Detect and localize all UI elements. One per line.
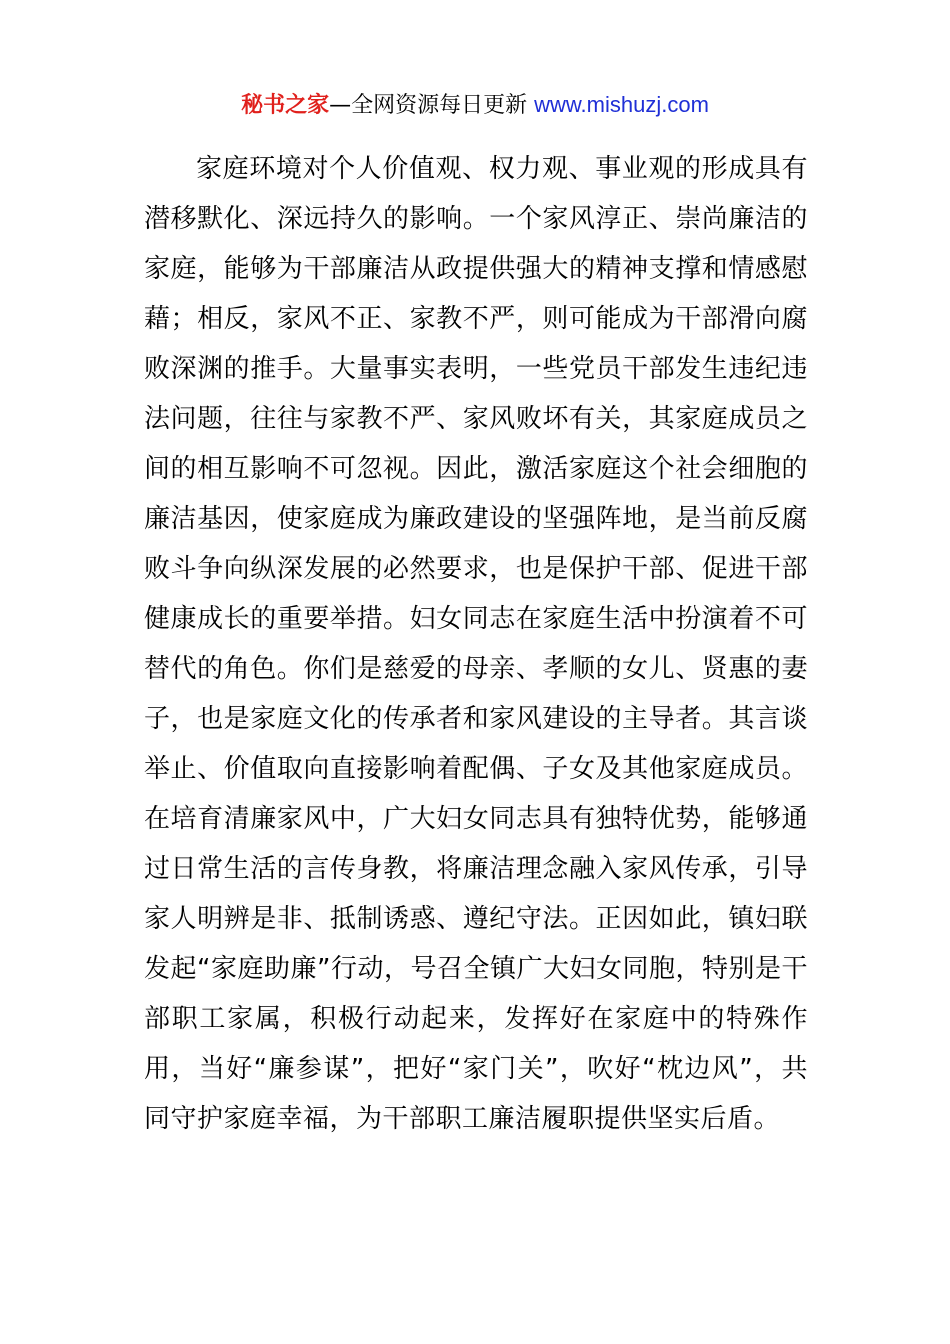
body-paragraph: 家庭环境对个人价值观、权力观、事业观的形成具有潜移默化、深远持久的影响。一个家风淳正、崇尚廉洁的家庭，能够为干部廉洁从政提供强大的精神支撑和情感慰藉；相反，家风不正、家教不严，则可能成为干部滑向腐败深渊的推手。大量事实表明，一些党员干部发生违纪违法问题，往往与家教不严、家风败坏有关，其家庭成员之间的相互影响不可忽视。因此，激活家庭这个社会细胞的廉洁基因，使家庭成为廉政建设的坚强阵地，是当前反腐败斗争向纵深发展的必然要求，也是保护干部、促进干部健康成长的重要举措。妇女同志在家庭生活中扮演着不可替代的角色。你们是慈爱的母亲、孝顺的女儿、贤惠的妻子，也是家庭文化的传承者和家风建设的主导者。其言谈举止、价值取向直接影响着配偶、子女及其他家庭成员。在培育清廉家风中，广大妇女同志具有独特优势，能够通过日常生活的言传身教，将廉洁理念融入家风传承，引导家人明辨是非、抵制诱惑、遵纪守法。正因如此，镇妇联发起“家庭助廉”行动，号召全镇广大妇女同胞，特别是干部职工家属，积极行动起来，发挥好在家庭中的特殊作用，当好“廉参谋”，把好“家门关”，吹好“枕边风”，共同守护家庭幸福，为干部职工廉洁履职提供坚实后盾。 — [144, 154, 808, 1134]
page-header — [0, 88, 950, 123]
site-brand: 秘书之家 — [241, 93, 330, 118]
site-tagline: —全网资源每日更新 — [329, 93, 528, 118]
site-url-link[interactable]: www.mishuzj.com — [534, 92, 709, 117]
